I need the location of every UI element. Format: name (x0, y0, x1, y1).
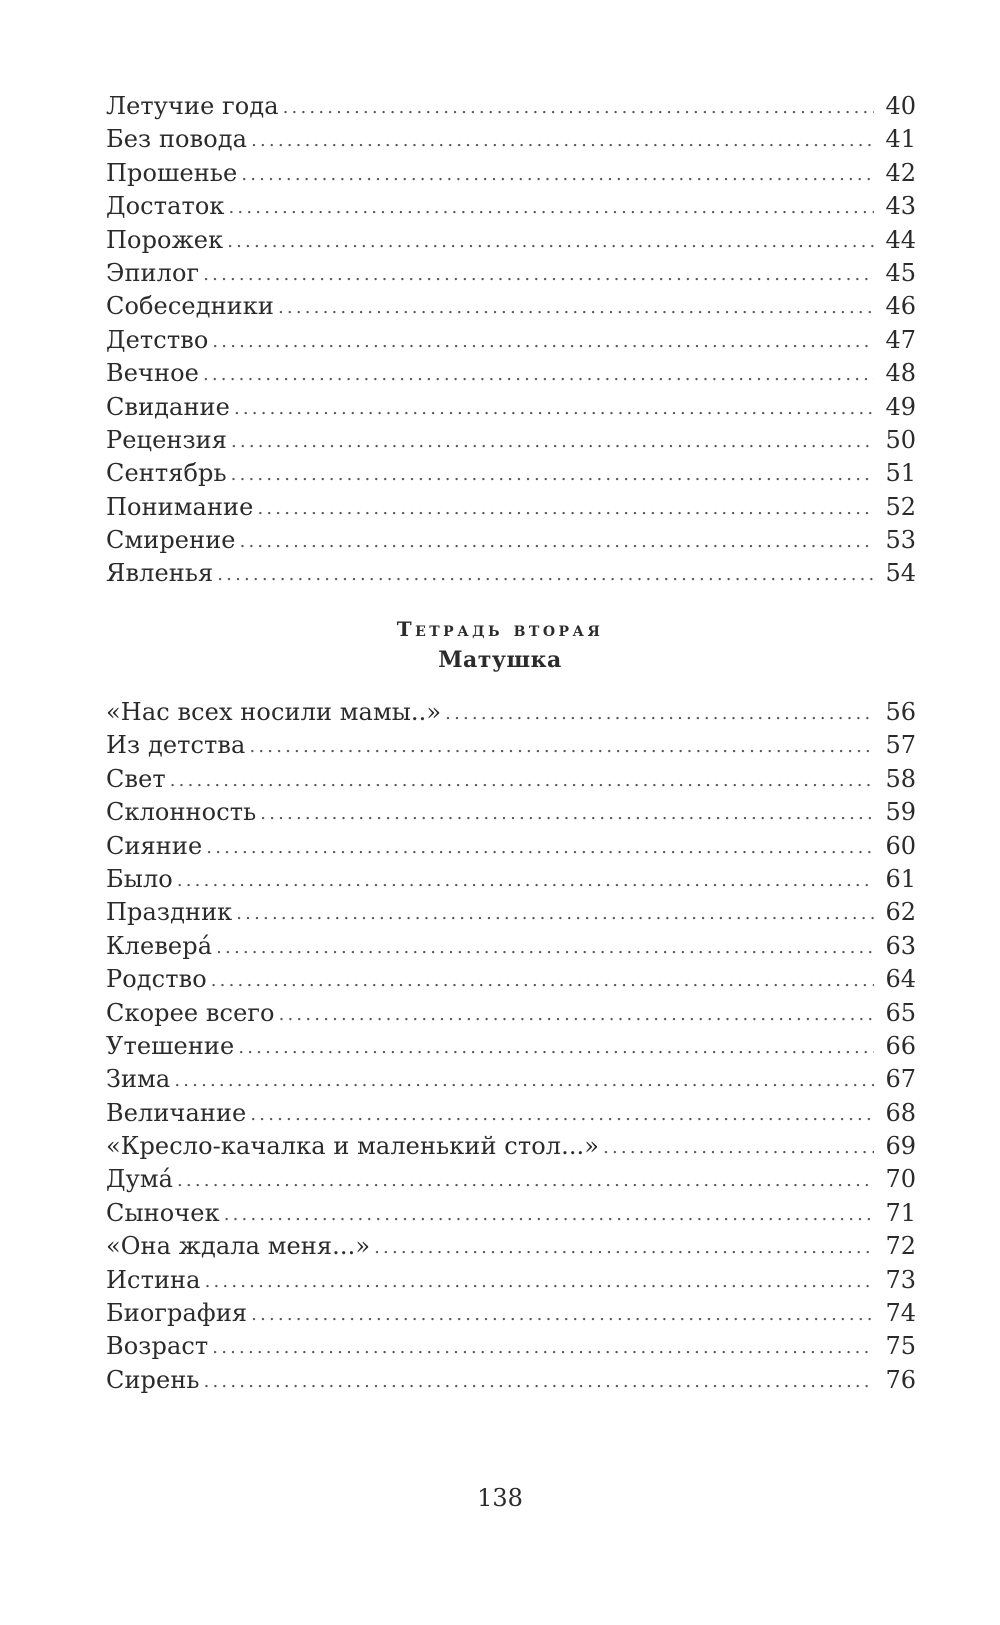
toc-entry (106, 257, 916, 290)
dot-leader (206, 831, 874, 864)
toc-entry-page: 51 (885, 459, 916, 488)
dot-leader (224, 1198, 874, 1231)
toc-entry-title: Летучие года (106, 92, 279, 120)
dot-leader (170, 764, 874, 797)
toc-entry-title: Детство (106, 325, 209, 354)
toc-entry (106, 1163, 916, 1196)
toc-entry-title: Скорее всего (106, 998, 275, 1027)
dot-leader (205, 1265, 874, 1298)
toc-entry-page: 49 (885, 392, 916, 421)
toc-entry-title: Смирение (106, 526, 236, 555)
toc-entry-title: Порожек (106, 225, 224, 254)
toc-entry (106, 357, 916, 390)
toc-entry-page: 43 (885, 192, 916, 221)
toc-entry-page: 63 (885, 931, 916, 960)
toc-entry-title: Свет (106, 764, 166, 793)
toc-entry-title: «Нас всех носили мамы..» (106, 698, 442, 726)
toc-entry-page: 50 (885, 425, 916, 454)
toc-entry (106, 424, 916, 457)
toc-entry (106, 491, 916, 524)
dot-leader (251, 1298, 874, 1331)
toc-entry-title: «Она ждала меня...» (106, 1232, 371, 1261)
toc-entry-title: Величание (106, 1098, 247, 1127)
toc-entry-page: 66 (885, 1031, 916, 1060)
toc-entry-page: 45 (885, 258, 916, 287)
toc-entry (106, 896, 916, 929)
toc-entry-title: Свидание (106, 392, 230, 421)
dot-leader (203, 358, 874, 391)
dot-leader (250, 1098, 874, 1131)
toc-entry (106, 457, 916, 490)
toc-entry (106, 696, 916, 729)
dot-leader (177, 1164, 874, 1197)
toc-entry-title: Утешение (106, 1031, 235, 1060)
toc-entry (106, 763, 916, 796)
toc-list-part-two (106, 696, 916, 1397)
dot-leader (177, 864, 874, 897)
dot-leader (204, 1365, 874, 1398)
toc-entry (106, 1297, 916, 1330)
toc-entry-page: 60 (885, 831, 916, 860)
toc-entry-page: 58 (885, 764, 916, 793)
dot-leader (283, 91, 874, 124)
toc-entry-page: 76 (885, 1365, 916, 1394)
dot-leader (445, 697, 874, 730)
toc-entry-page: 61 (885, 864, 916, 893)
toc-entry-title: Явленья (106, 559, 214, 588)
dot-leader (174, 1064, 874, 1097)
toc-entry-title: Истина (106, 1265, 201, 1294)
toc-entry (106, 224, 916, 257)
toc-entry-title: Из детства (106, 731, 246, 760)
section-title: Матушка (438, 647, 562, 673)
toc-entry-page: 70 (885, 1165, 916, 1194)
dot-leader (603, 1131, 874, 1164)
toc-entry-title: Зима (106, 1065, 171, 1094)
toc-entry-page: 69 (885, 1132, 916, 1161)
toc-entry-page: 68 (885, 1098, 916, 1127)
toc-entry-page: 74 (885, 1299, 916, 1328)
toc-entry (106, 729, 916, 762)
toc-entry-page: 48 (885, 359, 916, 388)
toc-entry-page: 62 (885, 898, 916, 927)
toc-entry (106, 1197, 916, 1230)
toc-entry (106, 1364, 916, 1397)
notebook-heading: Тетрадь вторая (396, 617, 604, 641)
toc-entry-title: Прошенье (106, 158, 238, 187)
toc-entry-page: 67 (885, 1065, 916, 1094)
toc-entry (106, 1063, 916, 1096)
toc-entry-title: Достаток (106, 192, 225, 221)
toc-entry (106, 1030, 916, 1063)
dot-leader (227, 225, 874, 258)
dot-leader (231, 425, 874, 458)
dot-leader (216, 931, 874, 964)
dot-leader (203, 258, 874, 291)
toc-entry-page: 53 (885, 526, 916, 555)
dot-leader (231, 458, 874, 491)
dot-leader (212, 1331, 874, 1364)
toc-entry (106, 1097, 916, 1130)
toc-entry-title: Без повода (106, 125, 248, 154)
toc-entry-page: 52 (885, 492, 916, 521)
toc-entry (106, 1230, 916, 1263)
dot-leader (217, 558, 874, 591)
toc-entry-page: 59 (885, 798, 916, 827)
toc-entry-title: Дума́ (106, 1165, 174, 1194)
toc-entry (106, 1130, 916, 1163)
section-header (0, 614, 1000, 676)
toc-entry-title: «Кресло-качалка и маленький стол...» (106, 1132, 600, 1161)
toc-entry-title: Родство (106, 965, 207, 994)
dot-leader (236, 897, 874, 930)
dot-leader (234, 392, 874, 425)
toc-entry-title: Рецензия (106, 425, 228, 454)
dot-leader (238, 1031, 874, 1064)
toc-entry (106, 190, 916, 223)
toc-entry (106, 391, 916, 424)
toc-entry (106, 1264, 916, 1297)
toc-entry-page: 71 (885, 1198, 916, 1227)
toc-entry-title: Клевера́ (106, 931, 213, 960)
toc-entry-page: 54 (885, 559, 916, 588)
toc-list-part-one (106, 90, 916, 591)
toc-entry-page: 75 (885, 1332, 916, 1361)
toc-entry-title: Было (106, 864, 173, 893)
toc-entry-page: 73 (885, 1265, 916, 1294)
toc-entry-page: 42 (885, 158, 916, 187)
dot-leader (279, 998, 874, 1031)
dot-leader (211, 964, 874, 997)
toc-entry (106, 830, 916, 863)
toc-entry (106, 930, 916, 963)
toc-entry (106, 997, 916, 1030)
toc-entry-title: Биография (106, 1299, 248, 1328)
toc-entry (106, 557, 916, 590)
dot-leader (249, 730, 874, 763)
toc-entry (106, 157, 916, 190)
dot-leader (278, 291, 874, 324)
toc-entry (106, 123, 916, 156)
toc-entry (106, 290, 916, 323)
toc-entry (106, 90, 916, 123)
toc-entry-title: Эпилог (106, 258, 200, 287)
dot-leader (212, 325, 874, 358)
toc-entry (106, 524, 916, 557)
toc-entry (106, 796, 916, 829)
toc-entry-title: Склонность (106, 798, 257, 827)
toc-entry (106, 863, 916, 896)
toc-entry-title: Сыночек (106, 1198, 220, 1227)
toc-entry-title: Праздник (106, 898, 233, 927)
dot-leader (257, 492, 874, 525)
dot-leader (240, 525, 874, 558)
toc-entry-page: 57 (885, 731, 916, 760)
toc-entry (106, 1330, 916, 1363)
dot-leader (229, 191, 874, 224)
toc-entry-title: Собеседники (106, 292, 274, 321)
toc-entry (106, 963, 916, 996)
toc-entry-title: Сияние (106, 831, 203, 860)
toc-entry-page: 64 (885, 965, 916, 994)
toc-entry-page: 44 (885, 225, 916, 254)
toc-entry-title: Сирень (106, 1365, 200, 1394)
toc-entry-page: 65 (885, 998, 916, 1027)
toc-entry-title: Сентябрь (106, 459, 227, 488)
toc-entry-page: 56 (885, 698, 916, 726)
toc-entry-page: 47 (885, 325, 916, 354)
dot-leader (251, 124, 874, 157)
dot-leader (241, 158, 874, 191)
dot-leader (374, 1231, 874, 1264)
page-number: 138 (477, 1484, 523, 1512)
toc-entry-page: 40 (885, 92, 916, 120)
toc-entry-page: 41 (885, 125, 916, 154)
toc-entry-title: Понимание (106, 492, 254, 521)
toc-entry-title: Возраст (106, 1332, 209, 1361)
dot-leader (260, 797, 874, 830)
toc-entry (106, 324, 916, 357)
toc-entry-page: 46 (885, 292, 916, 321)
toc-entry-page: 72 (885, 1232, 916, 1261)
toc-entry-title: Вечное (106, 359, 199, 388)
